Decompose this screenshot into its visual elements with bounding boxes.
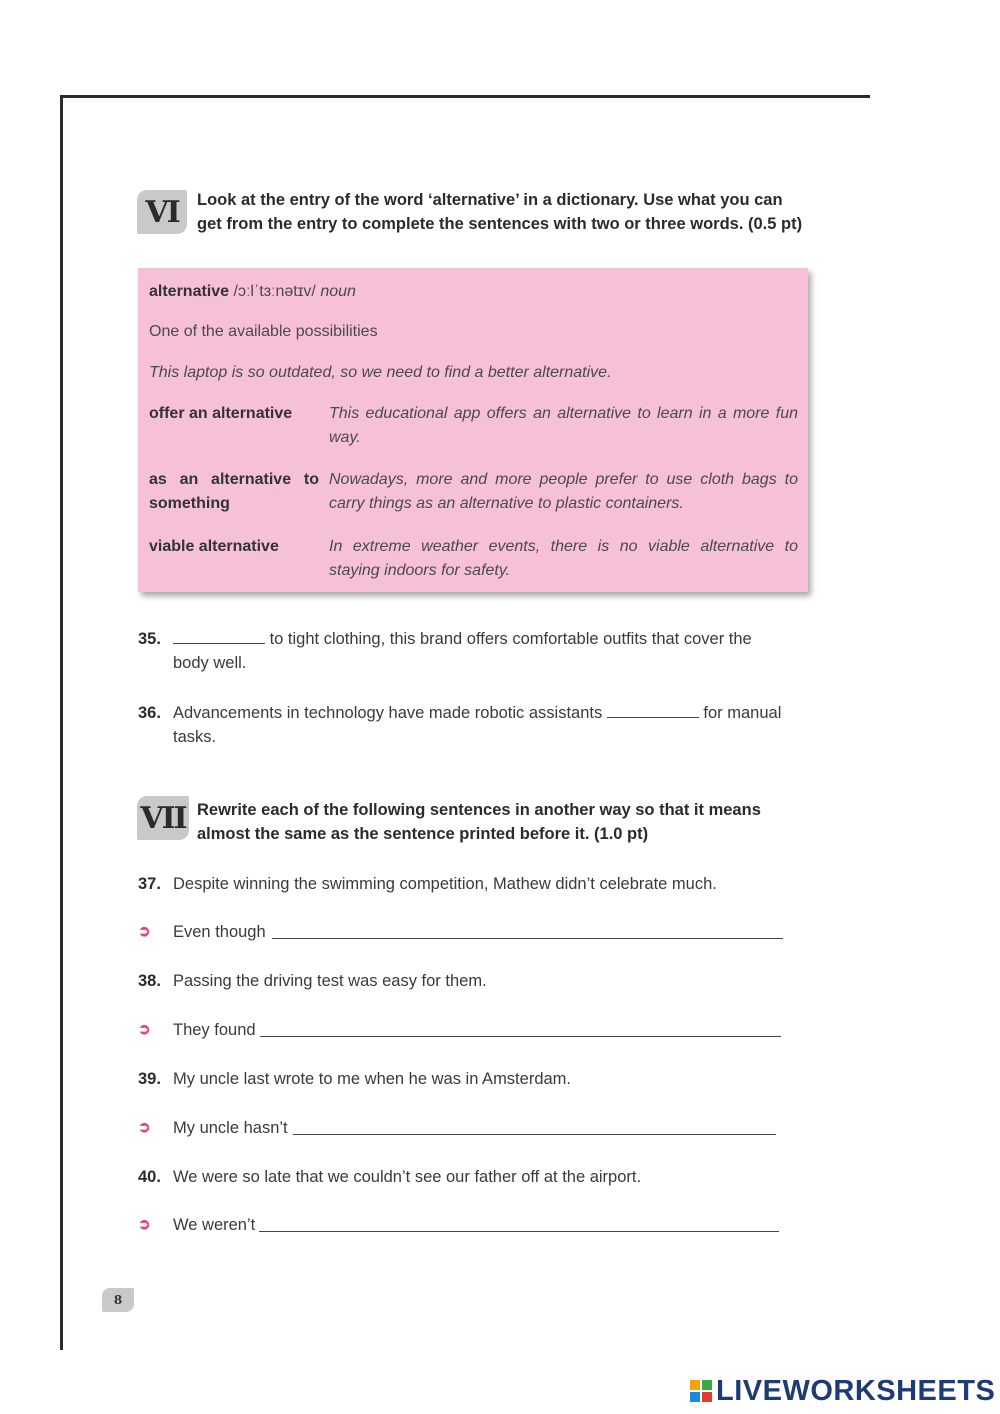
dictionary-entry-box: [138, 268, 808, 592]
section-6-instruction-line2: get from the entry to complete the sentences with two or three words. (0.5 pt): [197, 215, 803, 233]
answer-blank-35[interactable]: [173, 630, 265, 644]
collocation-example: In extreme weather events, there is no viable alternative to staying indoors for safety.: [329, 538, 798, 579]
question-number: 39.: [138, 1070, 161, 1088]
arrow-icon: ➲: [138, 1021, 151, 1038]
question-text: [173, 627, 818, 675]
collocation-row: [149, 535, 798, 583]
question-38: [138, 969, 818, 993]
answer-line-38[interactable]: [260, 1036, 781, 1037]
collocation-example: This educational app offers an alternative to learn in a more fun way.: [329, 405, 798, 446]
liveworksheets-logo-icon: [690, 1380, 712, 1402]
arrow-icon: ➲: [138, 1119, 151, 1136]
answer-lead: My uncle hasn’t: [173, 1119, 288, 1137]
question-39: [138, 1067, 818, 1091]
liveworksheets-brand: [690, 1374, 995, 1408]
arrow-icon: ➲: [138, 923, 151, 940]
question-text-after: for manual: [698, 704, 782, 722]
question-text-after: to tight clothing, this brand offers comfortable outfits that cover the: [265, 630, 752, 648]
dictionary-headword: alternative: [149, 283, 230, 300]
collocation-example: Nowadays, more and more people prefer to use cloth bags to carry things as an alternative to plastic containers.: [329, 471, 798, 512]
question-text: [173, 701, 818, 749]
dictionary-pronunciation: /ɔːlˈtɜːnətɪv/: [229, 283, 321, 300]
collocation-phrase: viable alternative: [149, 538, 279, 555]
page-frame-left: [60, 95, 63, 1350]
section-7-instruction-line1: Rewrite each of the following sentences in another way so that it means: [197, 801, 761, 819]
question-text-before: Advancements in technology have made robotic assistants: [173, 704, 607, 722]
question-sentence: Passing the driving test was easy for them.: [173, 972, 487, 990]
answer-line-40[interactable]: [259, 1231, 779, 1232]
answer-37: [138, 920, 788, 944]
section-6-badge: VI: [137, 190, 187, 234]
answer-lead: Even though: [173, 923, 266, 941]
dictionary-example: This laptop is so outdated, so we need to find a better alternative.: [149, 364, 612, 381]
arrow-icon: ➲: [138, 1216, 151, 1233]
answer-40: [138, 1213, 788, 1237]
page-frame-top: [60, 95, 870, 98]
question-text-line2: tasks.: [173, 728, 217, 746]
collocation-phrase: as an alternative to something: [149, 471, 319, 512]
question-sentence: My uncle last wrote to me when he was in Amsterdam.: [173, 1070, 571, 1088]
answer-line-39[interactable]: [293, 1134, 776, 1135]
section-6-instruction: [197, 188, 817, 236]
question-number: 36.: [138, 704, 161, 722]
section-7-instruction-line2: almost the same as the sentence printed before it. (1.0 pt): [197, 825, 649, 843]
collocation-row: [149, 402, 798, 450]
question-40: [138, 1165, 818, 1189]
question-text-line2: body well.: [173, 654, 247, 672]
section-6-instruction-line1: Look at the entry of the word ‘alternative’ in a dictionary. Use what you can: [197, 191, 783, 209]
brand-name: LIVEWORKSHEETS: [716, 1374, 996, 1407]
answer-line-37[interactable]: [272, 938, 783, 939]
question-number: 38.: [138, 972, 161, 990]
question-number: 37.: [138, 875, 161, 893]
question-sentence: We were so late that we couldn’t see our father off at the airport.: [173, 1168, 642, 1186]
dictionary-part-of-speech: noun: [320, 283, 356, 300]
dictionary-headword-line: [149, 280, 798, 304]
section-7-instruction: [197, 798, 817, 846]
answer-lead: They found: [173, 1021, 256, 1039]
dictionary-definition: One of the available possibilities: [149, 323, 378, 340]
question-number: 35.: [138, 630, 161, 648]
question-number: 40.: [138, 1168, 161, 1186]
question-36: [138, 701, 818, 751]
question-sentence: Despite winning the swimming competition, Mathew didn’t celebrate much.: [173, 875, 717, 893]
answer-38: [138, 1018, 788, 1042]
section-7-badge: VII: [137, 796, 189, 840]
collocation-phrase: offer an alternative: [149, 405, 293, 422]
answer-blank-36[interactable]: [607, 704, 699, 718]
answer-39: [138, 1116, 788, 1140]
question-37: [138, 872, 818, 896]
answer-lead: We weren’t: [173, 1216, 256, 1234]
page-number: 8: [102, 1288, 134, 1312]
question-35: [138, 627, 818, 677]
collocation-row: [149, 468, 798, 516]
